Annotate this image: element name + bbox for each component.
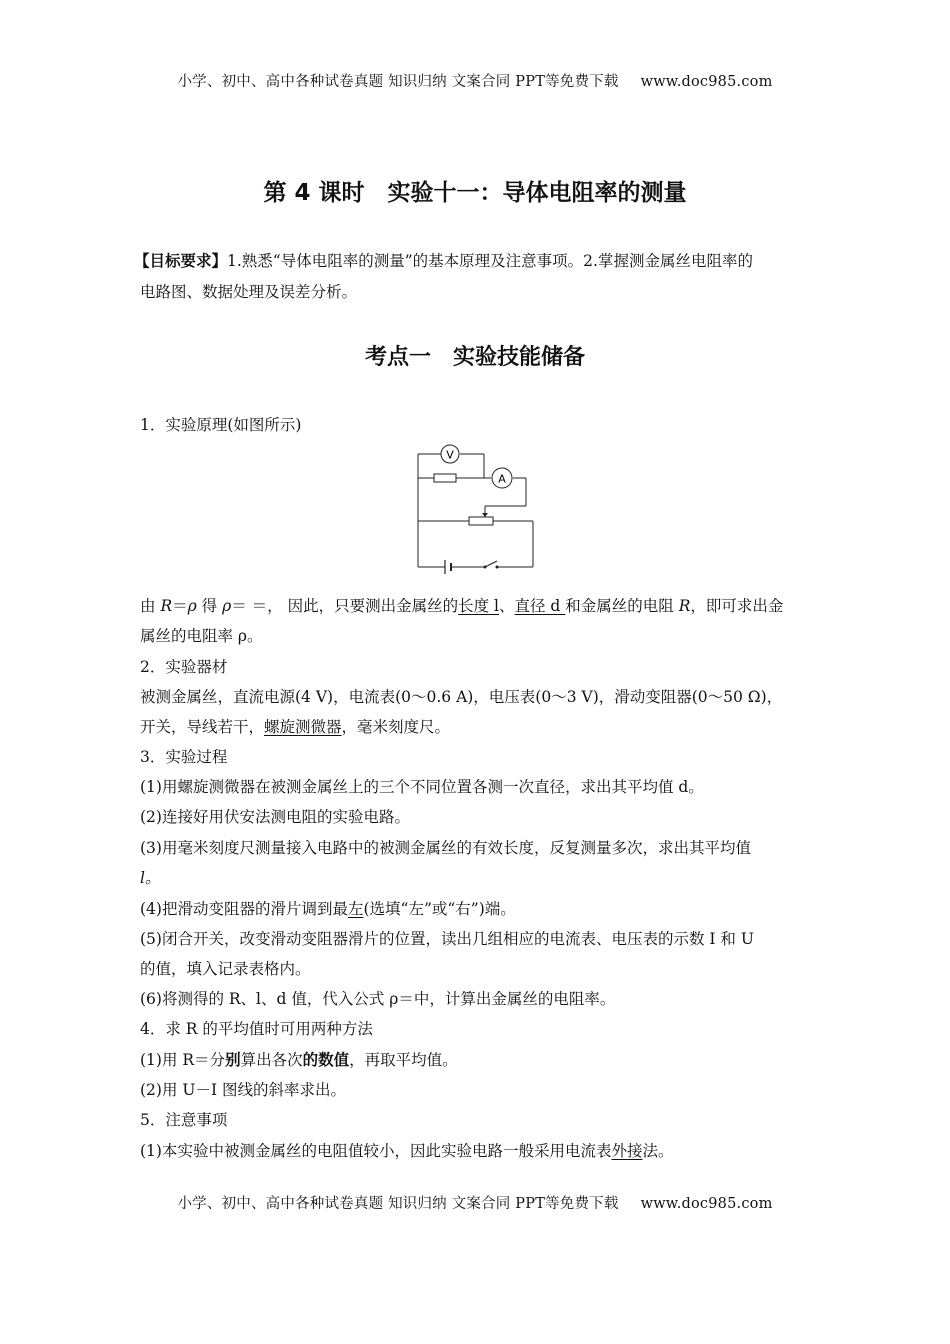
step-5-line-2: 的值，填入记录表格内。 [140,960,311,978]
wire-resistor [434,474,456,482]
item-5-heading: 5．注意事项 [140,1111,228,1129]
item-2-heading: 2．实验器材 [140,658,228,676]
step-3-line-1: (3)用毫米刻度尺测量接入电路中的被测金属丝的有效长度，反复测量多次，求出其平均值 [140,839,751,857]
principle-line-1: 由 R＝ρ 得 ρ＝ ＝， 因此，只要测出金属丝的长度 l、直径 d 和金属丝的电阻 R，即可求出金 [140,597,784,615]
step-1: (1)用螺旋测微器在被测金属丝上的三个不同位置各测一次直径，求出其平均值 d。 [140,778,704,796]
step-3-line-2: l。 [140,869,161,887]
principle-line-2: 属丝的电阻率 ρ。 [140,627,263,645]
battery [445,560,451,574]
ammeter [492,468,512,488]
slider-arrow [482,513,488,517]
voltmeter [441,445,459,463]
answer-micrometer: 螺旋测微器 [264,718,342,736]
method-2: (2)用 U－I 图线的斜率求出。 [140,1081,346,1099]
footer-url: www.doc985.com [640,1196,773,1212]
equipment-line-2: 开关，导线若干，螺旋测微器，毫米刻度尺。 [140,718,451,736]
footer-text: 小学、初中、高中各种试卷真题 知识归纳 文案合同 PPT等免费下载 [177,1196,619,1212]
item-3-heading: 3．实验过程 [140,748,228,766]
circuit-diagram [405,440,545,580]
answer-left: 左 [347,900,364,918]
page-footer [0,1192,950,1213]
answer-length: 长度 l [458,597,499,615]
goal-line-1 [134,250,806,272]
header-text: 小学、初中、高中各种试卷真题 知识归纳 文案合同 PPT等免费下载 [177,74,619,90]
header-url: www.doc985.com [640,74,773,90]
goal-label: 【目标要求】 [134,252,228,270]
svg-text:A: A [498,472,506,486]
goal-text-1: 1.熟悉“导体电阻率的测量”的基本原理及注意事项。2.掌握测金属丝电阻率的 [227,252,753,270]
svg-text:V: V [446,448,454,462]
answer-external: 外接 [611,1142,643,1160]
item-4-heading: 4．求 R 的平均值时可用两种方法 [140,1020,373,1038]
step-6: (6)将测得的 R、l、d 值，代入公式 ρ＝中，计算出金属丝的电阻率。 [140,990,616,1008]
step-2: (2)连接好用伏安法测电阻的实验电路。 [140,808,410,826]
note-1: (1)本实验中被测金属丝的电阻值较小，因此实验电路一般采用电流表外接法。 [140,1142,674,1160]
step-5-line-1: (5)闭合开关，改变滑动变阻器滑片的位置，读出几组相应的电流表、电压表的示数 I 和 U [140,930,754,948]
step-4: (4)把滑动变阻器的滑片调到最左(选填“左”或“右”)端。 [140,900,516,918]
page-title: 第 4 课时 实验十一：导体电阻率的测量 [263,180,687,206]
section-title: 考点一 实验技能储备 [364,345,585,370]
item-1-heading: 1．实验原理(如图所示) [140,416,302,434]
page-header [0,70,950,91]
switch [484,566,487,569]
method-1: (1)用 R＝分别算出各次的数值，再取平均值。 [140,1051,458,1069]
answer-diameter: 直径 d [514,597,566,615]
equipment-line-1: 被测金属丝，直流电源(4 V)，电流表(0～0.6 A)，电压表(0～3 V)，滑动变阻器(0～50 Ω)， [140,688,783,706]
rheostat [469,517,493,525]
goal-line-2: 电路图、数据处理及误差分析。 [140,283,358,301]
